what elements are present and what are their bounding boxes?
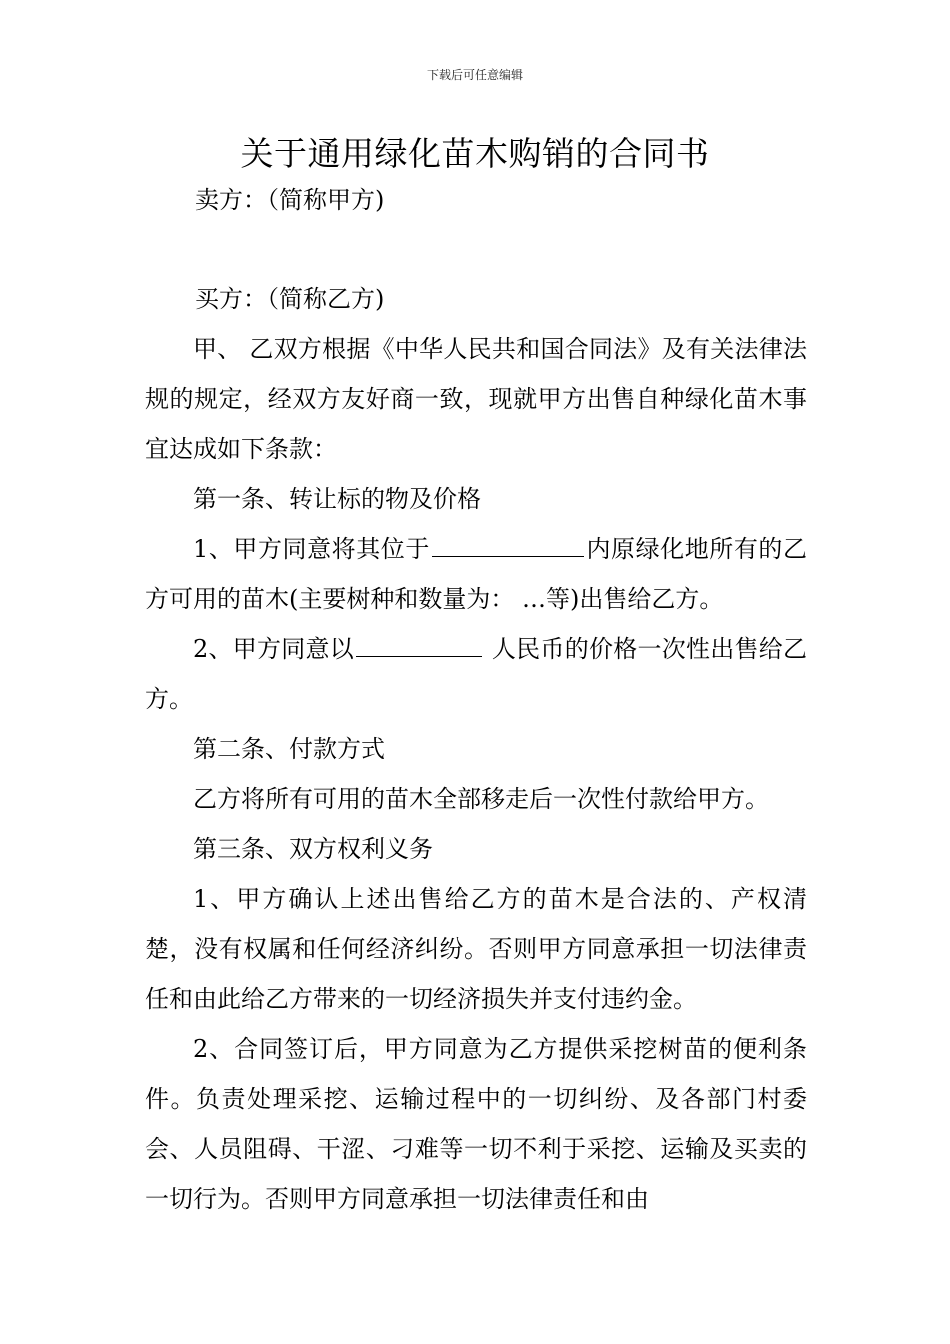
article-1-item-2-start: 2、甲方同意以 <box>193 635 355 663</box>
article-2-text: 乙方将所有可用的苗木全部移走后一次性付款给甲方。 <box>193 785 769 813</box>
article-1-item-1 <box>145 524 807 624</box>
buyer-label: 买方：（简称乙方) <box>195 285 385 313</box>
price-blank <box>356 634 482 657</box>
article-1-item-1-end: 内原绿化地所有的乙方可用的苗木(主要树种和数量为： …等)出售给乙方。 <box>145 535 807 613</box>
article-2-title: 第二条、付款方式 <box>193 735 385 763</box>
document-title: 关于通用绿化苗木购销的合同书 <box>240 134 710 173</box>
header-note: 下载后可任意编辑 <box>426 68 523 82</box>
seller-label: 卖方：（简称甲方) <box>195 186 385 214</box>
seller-line <box>145 175 857 225</box>
article-1-title: 第一条、转让标的物及价格 <box>193 485 481 513</box>
article-1-item-2 <box>145 624 807 724</box>
article-3-title: 第三条、双方权利义务 <box>193 835 433 863</box>
article-1-item-2-end: 人民币的价格一次性出售给乙方。 <box>145 635 807 713</box>
intro-paragraph: 甲、 乙双方根据《中华人民共和国合同法》及有关法律法规的规定，经双方友好商一致，现就甲方出售自种绿化苗木事宜达成如下条款： <box>145 335 807 463</box>
article-1-item-1-start: 1、甲方同意将其位于 <box>193 535 430 563</box>
article-3-item-1: 1、甲方确认上述出售给乙方的苗木是合法的、产权清楚，没有权属和任何经济纠纷。否则甲方同意承担一切法律责任和由此给乙方带来的一切经济损失并支付违约金。 <box>145 885 807 1013</box>
location-blank <box>432 534 584 557</box>
article-3-item-2: 2、合同签订后，甲方同意为乙方提供采挖树苗的便利条件。负责处理采挖、运输过程中的一切纠纷、及各部门村委会、人员阻碍、干涩、刁难等一切不利于采挖、运输及买卖的一切行为。否则甲方同意承担一切法律责任和由 <box>145 1035 807 1213</box>
buyer-line <box>145 274 857 324</box>
contract-body <box>145 324 807 1224</box>
